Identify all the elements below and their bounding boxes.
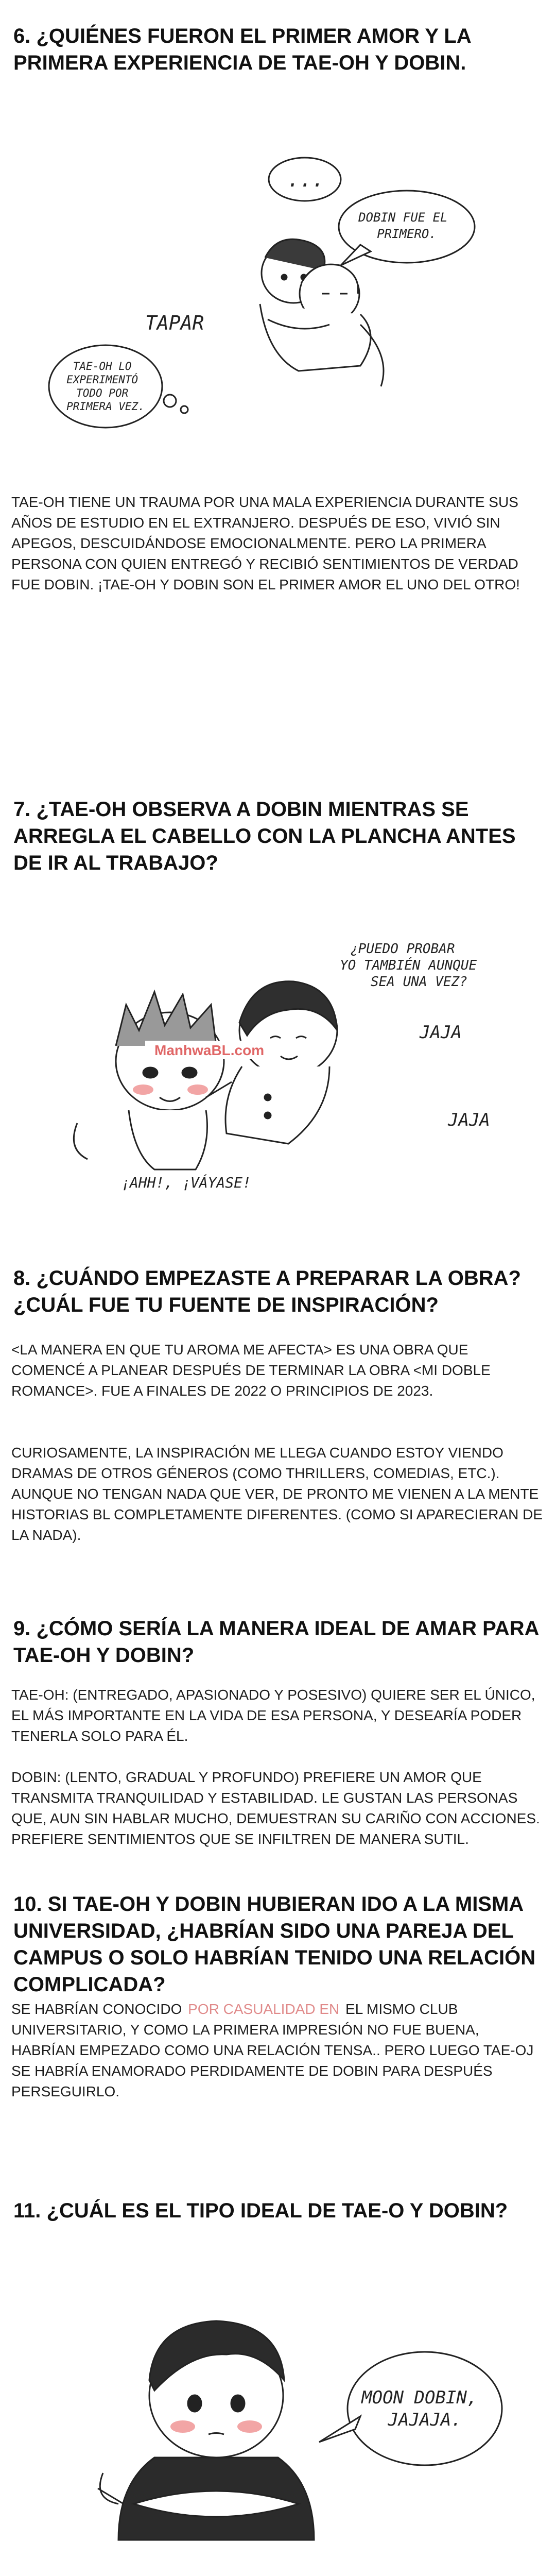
bubble-moon-line2: JAJAJA. (388, 2410, 462, 2430)
thought-bubble-taeoh (49, 345, 162, 428)
sfx-tapar: TAPAR (145, 312, 204, 334)
bubble-tail (319, 2416, 360, 2442)
bubble-try-text (340, 941, 485, 990)
laugh-1: JAJA (420, 1022, 462, 1043)
bubble-try-line3: SEA UNA VEZ? (371, 974, 467, 990)
question-8-answer-2: CURIOSAMENTE, LA INSPIRACIÓN ME LLEGA CUANDO ESTOY VIENDO DRAMAS DE OTROS GÉNEROS (COMO THRILLERS, COMEDIAS, ETC.). AUNQUE NO TENGAN NADA QUE VER, DE PRONTO ME VIENEN A LA MENTE HISTORIAS BL COMPLETAMENTE DIFERENTES. (COMO SI APARECIERAN DE LA NADA). (11, 1445, 543, 1543)
thought-dot (181, 406, 188, 413)
question-6-answer: TAE-OH TIENE UN TRAUMA POR UNA MALA EXPERIENCIA DURANTE SUS AÑOS DE ESTUDIO EN EL EXTRANJERO. DESPUÉS DE ESO, VIVIÓ SIN APEGOS, DESCUIDÁNDOSE EMOCIONALMENTE. PERO LA PRIMERA PERSONA CON QUIEN ENTREGÓ Y RECIBIÓ SENTIMIENTOS DE VERDAD FUE DOBIN. ¡TAE-OH Y DOBIN SON EL PRIMER AMOR EL UNO DEL OTRO! (11, 494, 520, 592)
bubble-taeoh-line3: TODO POR (76, 387, 129, 399)
question-9-answer-2: DOBIN: (LENTO, GRADUAL Y PROFUNDO) PREFIERE UN AMOR QUE TRANSMITA TRANQUILIDAD Y ESTABILIDAD. LE GUSTAN LAS PERSONAS QUE, AUN SIN HABLAR MUCHO, DEMUESTRAN SU CARIÑO CON ACCIONES. PREFIERE SENTIMIENTOS QUE SE INFILTREN DE MANERA SUTIL. (11, 1769, 540, 1847)
laugh-2: JAJA (448, 1110, 490, 1130)
character-taeoh (98, 2321, 314, 2540)
watermark: POR CASUALIDAD EN (186, 2001, 341, 2017)
watermark: ManhwaBL.com (154, 1042, 265, 1058)
speech-bubble-moon (348, 2352, 502, 2465)
answer-rest: EL MISMO CLUB UNIVERSITARIO, Y COMO LA PRIMERA IMPRESIÓN NO FUE BUENA, HABRÍAN EMPEZADO COMO UNA RELACIÓN TENSA.. PERO LUEGO TAE-OJ SE HABRÍA ENAMORADO PERDIDAMENTE DE DOBIN PARA DESPUÉS PERSEGUIRLO. (11, 2001, 534, 2099)
comic-panel-q11 (0, 2262, 556, 2576)
question-9-answer-1: TAE-OH: (ENTREGADO, APASIONADO Y POSESIVO) QUIERE SER EL ÚNICO, EL MÁS IMPORTANTE EN LA VIDA DE ESA PERSONA, Y DESEARÍA PODER TENERLA SOLO PARA ÉL. (11, 1687, 535, 1744)
bubble-taeoh-line4: PRIMERA VEZ. (66, 400, 145, 413)
motion-line (74, 1123, 88, 1159)
bubble-try-line2: YO TAMBIÉN AUNQUE (340, 958, 477, 973)
bubble-taeoh-line1: TAE-OH LO (73, 360, 132, 372)
bubble-taeoh-line2: EXPERIMENTÓ (66, 374, 138, 386)
question-8-answer-1: <LA MANERA EN QUE TU AROMA ME AFECTA> ES UNA OBRA QUE COMENCÉ A PLANEAR DESPUÉS DE TERMINAR LA OBRA <MI DOBLE ROMANCE>. FUE A FINALES DE 2022 O PRINCIPIOS DE 2023. (11, 1342, 491, 1399)
question-10-answer (11, 1999, 545, 2102)
bubble-try-line1: ¿PUEDO PROBAR (350, 941, 455, 957)
question-11-title: 11. ¿CUÁL ES EL TIPO IDEAL DE TAE-O Y DOBIN? (13, 2199, 508, 2222)
bubble-dobin-line1: DOBIN FUE EL (358, 210, 448, 225)
answer-start: SE HABRÍAN CONOCIDO (11, 2001, 186, 2017)
bubble-moon-line1: MOON DOBIN, (361, 2387, 478, 2408)
bubble-dobin-line2: PRIMERO. (377, 227, 437, 241)
dots-text: ... (287, 168, 325, 192)
comic-panel-q7 (0, 927, 556, 1216)
comic-panel-q6 (0, 139, 556, 459)
question-9-title: 9. ¿CÓMO SERÍA LA MANERA IDEAL DE AMAR PARA TAE-OH Y DOBIN? (13, 1617, 539, 1667)
characters-hugging (260, 239, 384, 386)
question-10-title: 10. SI TAE-OH Y DOBIN HUBIERAN IDO A LA MISMA UNIVERSIDAD, ¿HABRÍAN SIDO UNA PAREJA DEL CAMPUS O SOLO HABRÍAN TENIDO UNA RELACIÓN COMPLICADA? (13, 1893, 536, 1996)
question-8-title: 8. ¿CUÁNDO EMPEZASTE A PREPARAR LA OBRA? ¿CUÁL FUE TU FUENTE DE INSPIRACIÓN? (13, 1267, 521, 1316)
characters-hairdo (116, 981, 337, 1170)
question-6-title: 6. ¿QUIÉNES FUERON EL PRIMER AMOR Y LA PRIMERA EXPERIENCIA DE TAE-OH Y DOBIN. (13, 25, 471, 74)
question-7-title: 7. ¿TAE-OH OBSERVA A DOBIN MIENTRAS SE ARREGLA EL CABELLO CON LA PLANCHA ANTES DE IR AL TRABAJO? (13, 798, 516, 874)
shout-text: ¡AHH!, ¡VÁYASE! (121, 1174, 251, 1191)
thought-dot (164, 395, 176, 407)
